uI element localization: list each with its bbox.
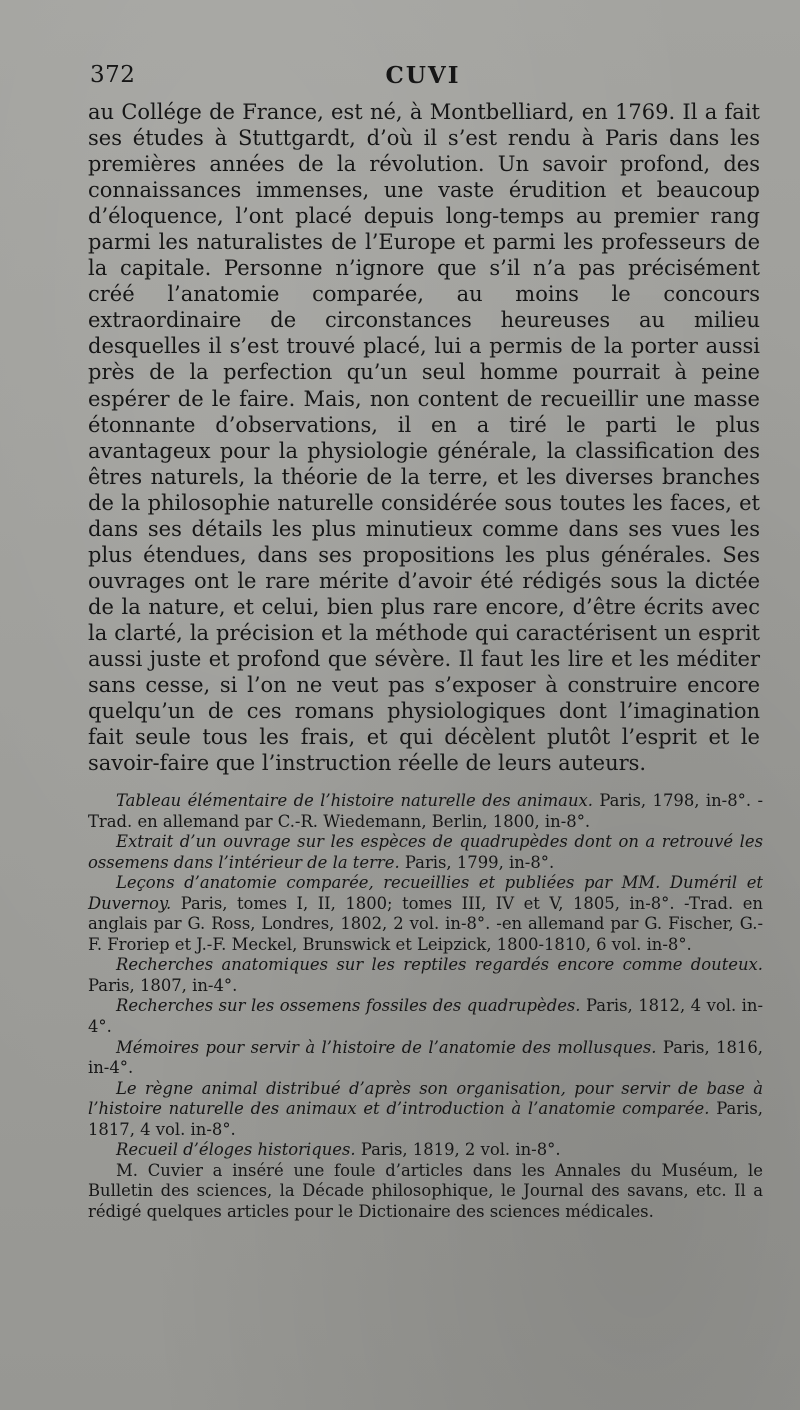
- bibliography-entry: [88, 955, 763, 996]
- publication-details: Paris, 1807, in-4°.: [88, 975, 238, 995]
- work-title: Extrait d’un ouvrage sur les espèces de quadrupèdes dont on a retrouvé les ossemens dans l’intérieur de la terre.: [88, 832, 763, 872]
- work-title: Tableau élémentaire de l’histoire naturelle des animaux.: [116, 791, 593, 810]
- bibliography-entry: [88, 996, 763, 1037]
- publication-details: Paris, 1817, 4 vol. in-8°.: [88, 1099, 763, 1139]
- bibliography-entry: [88, 873, 763, 955]
- bibliography-list: [88, 791, 763, 1222]
- publication-details: Paris, 1816, in-4°.: [88, 1037, 764, 1078]
- bibliography-entry: [88, 832, 763, 873]
- work-title: Recherches sur les ossemens fossiles des quadrupèdes.: [116, 996, 581, 1016]
- bibliography-note: [88, 1161, 763, 1223]
- work-title: Recueil d’éloges historiques.: [116, 1140, 356, 1160]
- work-title: Leçons d’anatomie comparée, recueillies et publiées par MM. Duméril et Duvernoy.: [88, 873, 763, 913]
- publication-details: Paris, tomes I, II, 1800; tomes III, IV et V, 1805, in-8°. -Trad. en anglais par G. Ross, Londres, 1802, 2 vol. in-8°. -en allemand par G. Fischer, G.-F. Froriep et J.-F. Meckel, Brunswick et Leipzick, 1800-1810, 6 vol. in-8°.: [88, 893, 763, 954]
- biography-paragraph: au Collége de France, est né, à Montbelliard, en 1769. Il a fait ses études à Stuttgardt, d’où il s’est rendu à Paris dans les premières années de la révolution. Un savoir profond, des connaissances immenses, une vaste érudition et beaucoup d’éloquence, l’ont placé depuis long-temps au premier rang parmi les naturalistes de l’Europe et parmi les professeurs de la capitale. Personne n’ignore que s’il n’a pas précisément créé l’anatomie comparée, au moins le concours extraordinaire de circonstances heureuses au milieu desquelles il s’est trouvé placé, lui a permis de la porter aussi près de la perfection qu’un seul homme pourrait à peine espérer de le faire. Mais, non content de recueillir une masse étonnante d’observations, il en a tiré le parti le plus avantageux pour la physiologie générale, la classification des êtres naturels, la théorie de la terre, et les diverses branches de la philosophie naturelle considérée sous toutes les faces, et dans ses détails les plus minutieux comme dans ses vues les plus étendues, dans ses propositions les plus générales. Ses ouvrages ont le rare mérite d’avoir été rédigés sous la dictée de la nature, et celui, bien plus rare encore, d’être écrits avec la clarté, la précision et la méthode qui caractérisent un esprit aussi juste et profond que sévère. Il faut les lire et les méditer sans cesse, si l’on ne veut pas s’exposer à construire encore quelqu’un de ces romans physiologiques dont l’imagination fait seule tous les frais, et qui décèlent plutôt l’esprit et le savoir-faire que l’instruction réelle de leurs auteurs.: [88, 100, 760, 776]
- bibliography-entry: [88, 1038, 763, 1079]
- publication-details: Paris, 1799, in-8°.: [399, 852, 555, 872]
- page-number: 372: [90, 62, 136, 88]
- publication-details: Paris, 1798, in-8°. -Trad. en allemand par C.-R. Wiedemann, Berlin, 1800, in-8°.: [88, 791, 763, 831]
- bibliography-entry: [88, 1079, 763, 1141]
- running-head: CUVI: [385, 62, 461, 89]
- publication-details: Paris, 1819, 2 vol. in-8°.: [355, 1140, 561, 1160]
- page-header: [88, 62, 758, 92]
- note-text: M. Cuvier a inséré une foule d’articles dans les Annales du Muséum, le Bulletin des sciences, la Décade philosophique, le Journal des savans, etc. Il a rédigé quelques articles pour le Dictionaire des sciences médicales.: [88, 1160, 763, 1221]
- bibliography-entry: [88, 1140, 763, 1161]
- work-title: Recherches anatomiques sur les reptiles regardés encore comme douteux.: [116, 955, 763, 975]
- work-title: Le règne animal distribué d’après son organisation, pour servir de base à l’histoire naturelle des animaux et d’introduction à l’anatomie comparée.: [88, 1078, 763, 1119]
- publication-details: Paris, 1812, 4 vol. in-4°.: [88, 996, 763, 1037]
- work-title: Mémoires pour servir à l’histoire de l’anatomie des mollusques.: [116, 1037, 657, 1057]
- bibliography-entry: [88, 791, 763, 832]
